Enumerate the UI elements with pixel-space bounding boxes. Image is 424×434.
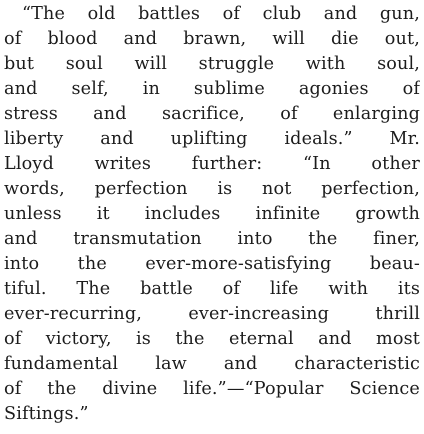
text-line-13: ever-recurring, ever-increasing thrill (4, 304, 420, 324)
text-line-14: of victory, is the eternal and most (4, 329, 420, 349)
text-line-8: words, perfection is not perfection, (4, 179, 420, 199)
text-line-3: but soul will struggle with soul, (4, 54, 420, 74)
text-line-11: into the ever-more-satisfying beau- (4, 254, 420, 274)
text-line-16: of the divine life.”—“Popular Science (4, 379, 420, 399)
text-line-9: unless it includes infinite growth (4, 204, 420, 224)
text-line-6: liberty and uplifting ideals.” Mr. (4, 129, 420, 149)
text-line-12: tiful. The battle of life with its (4, 279, 420, 299)
article-text-block (4, 2, 422, 432)
text-line-17: Siftings.” (4, 404, 89, 424)
text-line-2: of blood and brawn, will die out, (4, 29, 420, 49)
text-line-5: stress and sacrifice, of enlarging (4, 104, 420, 124)
text-line-4: and self, in sublime agonies of (4, 79, 420, 99)
text-line-7: Lloyd writes further: “In other (4, 154, 420, 174)
text-line-15: fundamental law and characteristic (4, 354, 420, 374)
text-line-1: “The old battles of club and gun, (22, 4, 420, 24)
text-line-10: and transmutation into the finer, (4, 229, 420, 249)
